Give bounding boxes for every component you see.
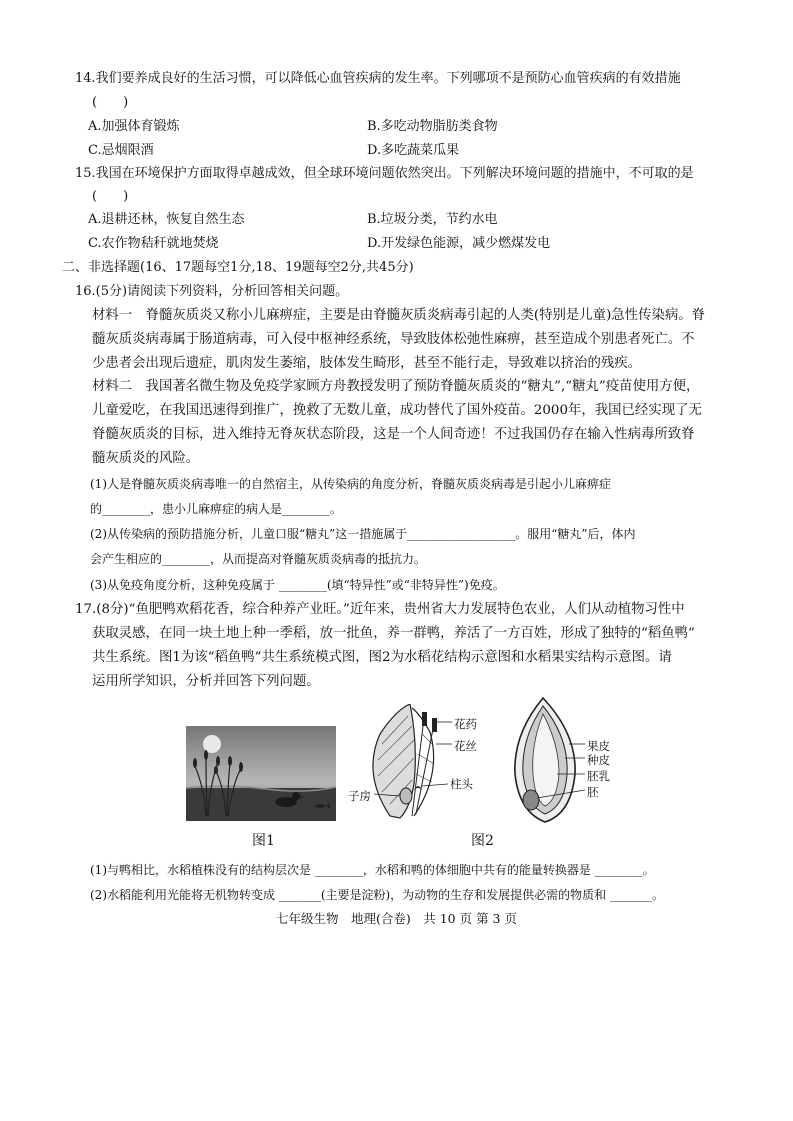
q16-material2-line3: 脊髓灰质炎的目标，进入维持无脊灰状态阶段，这是一个人间奇迹！不过我国仍存在输入性病毒所致脊 xyxy=(92,427,695,442)
q14-option-a: A.加强体育锻炼 xyxy=(88,119,180,134)
q16-material2-line1: 材料二 我国著名微生物及免疫学家顾方舟教授发明了预防脊髓灰质炎的“糖丸”,“糖丸”疫苗使用方便， xyxy=(92,379,700,394)
q17-stem-line2: 获取灵感，在同一块土地上种一季稻，放一批鱼，养一群鸭，养活了一方百姓，形成了独特的“稻鱼鸭” xyxy=(92,626,695,641)
q16-sub1-line2: 的________，患小儿麻痹症的病人是________。 xyxy=(90,502,343,516)
label-embryo: 胚 xyxy=(587,785,599,799)
q16-material2-line2: 儿童爱吃，在我国迅速得到推广，挽救了无数儿童，成功替代了国外疫苗。2000年，我国已经实现了无 xyxy=(92,403,702,418)
q16-material1-line2: 髓灰质炎病毒属于肠道病毒，可入侵中枢神经系统，导致肢体松弛性麻痹，甚至造成个别患者死亡。不 xyxy=(92,332,695,347)
q14-option-d: D.多吃蔬菜瓜果 xyxy=(367,143,460,158)
label-pericarp: 果皮 xyxy=(587,739,610,753)
q17-stem-line3: 共生系统。图1为该“稻鱼鸭”共生系统模式图，图2为水稻花结构示意图和水稻果实结构示意图。请 xyxy=(92,650,672,665)
label-stigma: 柱头 xyxy=(450,777,473,791)
figure1-caption: 图1 xyxy=(252,833,275,849)
q16-sub3: (3)从免疫角度分析，这种免疫属于 ________(填“特异性”或“非特异性”)免疫。 xyxy=(90,578,505,592)
rice-fish-duck-scene-image xyxy=(186,726,336,821)
q16-sub2-line1: (2)从传染病的预防措施分析，儿童口服“糖丸”这一措施属于__________________。服用“糖丸”后，体内 xyxy=(90,527,636,541)
label-seed-coat: 种皮 xyxy=(587,753,610,767)
section-heading: 二、非选择题(16、17题每空1分,18、19题每空2分,共45分) xyxy=(62,260,414,275)
q17-sub2: (2)水稻能利用光能将无机物转变成 _______(主要是淀粉)，为动物的生存和发展提供必需的物质和 _______。 xyxy=(90,888,664,902)
q16-material2-line4: 髓灰质炎的风险。 xyxy=(92,451,200,466)
label-endosperm: 胚乳 xyxy=(587,769,610,783)
q16-sub1-line1: (1)人是脊髓灰质炎病毒唯一的自然宿主，从传染病的角度分析，脊髓灰质炎病毒是引起小儿麻痹症 xyxy=(90,477,612,491)
q14-option-b: B.多吃动物脂肪类食物 xyxy=(367,119,498,134)
q16-material1-line3: 少患者会出现后遗症，肌肉发生萎缩，肢体发生畸形，甚至不能行走，导致难以挤治的残疾。 xyxy=(92,356,642,371)
page-footer: 七年级生物 地理(合卷) 共 10 页 第 3 页 xyxy=(276,911,517,926)
q16-sub2-line2: 会产生相应的________，从而提高对脊髓灰质炎病毒的抵抗力。 xyxy=(90,552,427,566)
q17-stem-line1: 17.(8分)“鱼肥鸭欢稻花香，综合种养产业旺。”近年来，贵州省大力发展特色农业，人们从动植物习性中 xyxy=(75,602,685,617)
q17-sub1: (1)与鸭相比，水稻植株没有的结构层次是 ________，水稻和鸭的体细胞中共有的能量转换器是 ________。 xyxy=(90,863,655,877)
figure2-caption: 图2 xyxy=(471,833,494,849)
q15-stem: 15.我国在环境保护方面取得卓越成效，但全球环境问题依然突出。下列解决环境问题的措施中，不可取的是 xyxy=(75,166,694,181)
q15-option-d: D.开发绿色能源，减少燃煤发电 xyxy=(367,236,551,251)
q14-option-c: C.忌烟限酒 xyxy=(88,143,154,158)
q14-stem: 14.我们要养成良好的生活习惯，可以降低心血管疾病的发生率。下列哪项不是预防心血管疾病的有效措施 xyxy=(75,71,681,86)
q14-answer-paren: ( ) xyxy=(92,95,129,110)
q17-stem-line4: 运用所学知识，分析并回答下列问题。 xyxy=(92,674,320,689)
q15-option-a: A.退耕还林，恢复自然生态 xyxy=(88,212,245,227)
label-ovary: 子房 xyxy=(348,789,371,803)
label-filament: 花丝 xyxy=(454,739,477,753)
q15-option-c: C.农作物秸秆就地焚烧 xyxy=(88,236,219,251)
rice-flower-diagram xyxy=(352,704,502,826)
q16-stem: 16.(5分)请阅读下列资料，分析回答相关问题。 xyxy=(75,284,349,299)
q15-answer-paren: ( ) xyxy=(92,189,129,204)
label-anther: 花药 xyxy=(454,717,477,731)
q15-option-b: B.垃圾分类，节约水电 xyxy=(367,212,498,227)
q16-material1-line1: 材料一 脊髓灰质炎又称小儿麻痹症，主要是由脊髓灰质炎病毒引起的人类(特别是儿童)急性传染病。脊 xyxy=(92,308,706,323)
